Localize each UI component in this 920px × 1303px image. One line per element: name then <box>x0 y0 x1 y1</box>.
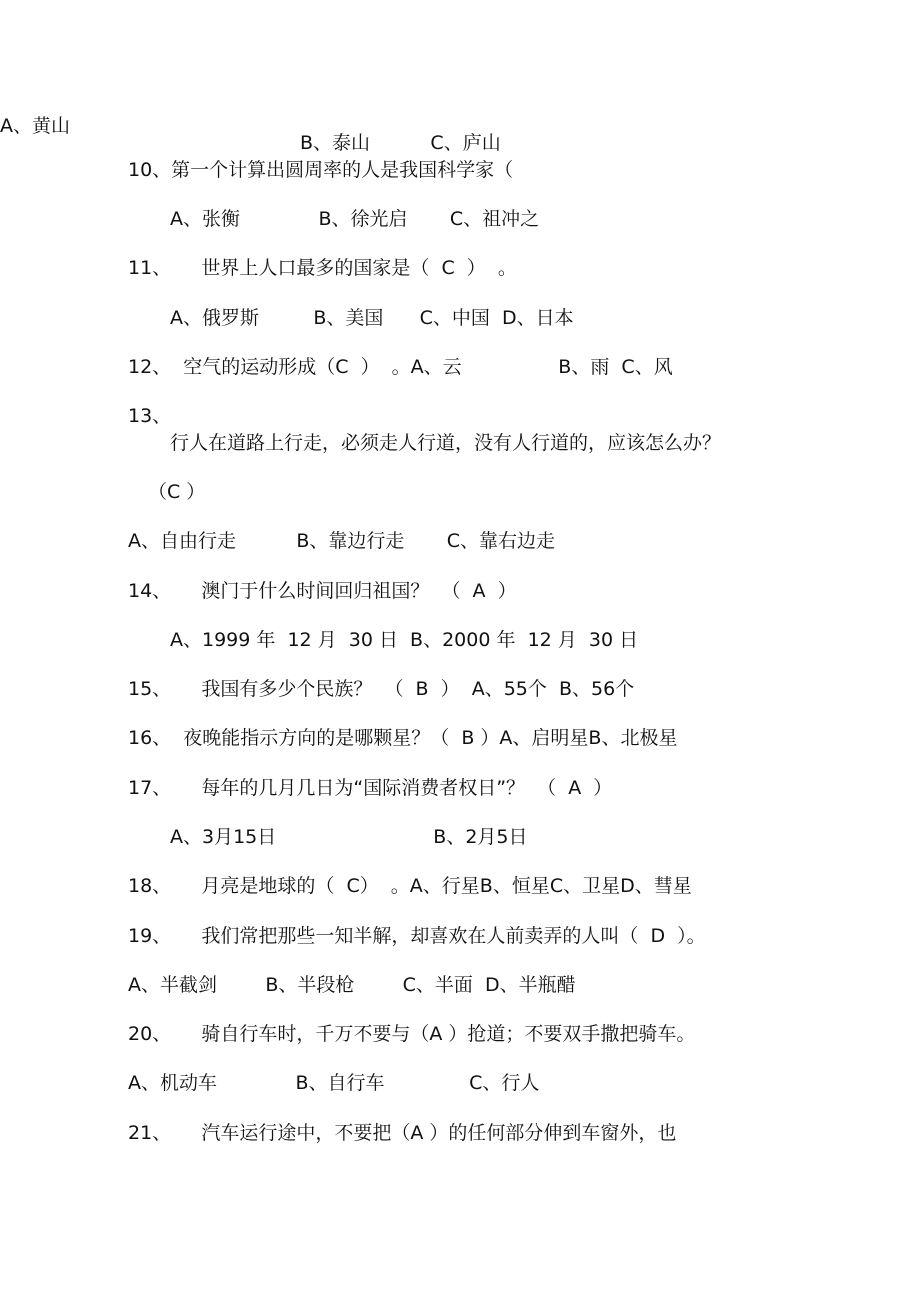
question-18: 18、 月亮是地球的（ C） 。A、行星B、恒星C、卫星D、彗星 <box>128 875 692 897</box>
option-line: A、张衡 B、徐光启 C、祖冲之 <box>170 208 540 230</box>
question-15: 15、 我国有多少个民族？ （ B ） A、55个 B、56个 <box>128 678 635 700</box>
question-20: 20、 骑自行车时，千万不要与（A ）抢道；不要双手撒把骑车。 <box>128 1023 696 1045</box>
question-17: 17、 每年的几月几日为“国际消费者权日”？ （ A ） <box>128 777 613 799</box>
option-line: A、俄罗斯 B、美国 C、中国 D、日本 <box>170 307 574 329</box>
option-line: A、机动车 B、自行车 C、行人 <box>128 1072 540 1094</box>
question-19: 19、 我们常把那些一知半解，却喜欢在人前卖弄的人叫（ D ）。 <box>128 925 706 947</box>
question-16: 16、 夜晚能指示方向的是哪颗星？（ B ）A、启明星B、北极星 <box>128 727 678 749</box>
option-line: A、半截剑 B、半段枪 C、半面 D、半瓶醋 <box>128 974 576 996</box>
question-13-answer: （C ） <box>148 481 206 503</box>
question-11: 11、 世界上人口最多的国家是（ C ） 。 <box>128 257 517 279</box>
option-line: A、自由行走 B、靠边行走 C、靠右边走 <box>128 530 555 552</box>
option-line: A、3月15日 B、2月5日 <box>170 826 528 848</box>
question-10: 10、第一个计算出圆周率的人是我国科学家（ <box>128 159 514 181</box>
question-13-text: 行人在道路上行走，必须走人行道，没有人行道的，应该怎么办？ <box>170 432 722 454</box>
question-21: 21、 汽车运行途中，不要把（A ）的任何部分伸到车窗外，也 <box>128 1122 677 1144</box>
question-13-number: 13、 <box>128 405 172 427</box>
option-line: A、1999 年 12 月 30 日 B、2000 年 12 月 30 日 <box>170 629 639 651</box>
question-14: 14、 澳门于什么时间回归祖国？ （ A ） <box>128 580 517 602</box>
question-12: 12、 空气的运动形成（C ） 。A、云 B、雨 C、风 <box>128 356 673 378</box>
option-line: B、泰山 C、庐山 <box>300 132 501 154</box>
option-line: A、黄山 <box>0 115 70 137</box>
